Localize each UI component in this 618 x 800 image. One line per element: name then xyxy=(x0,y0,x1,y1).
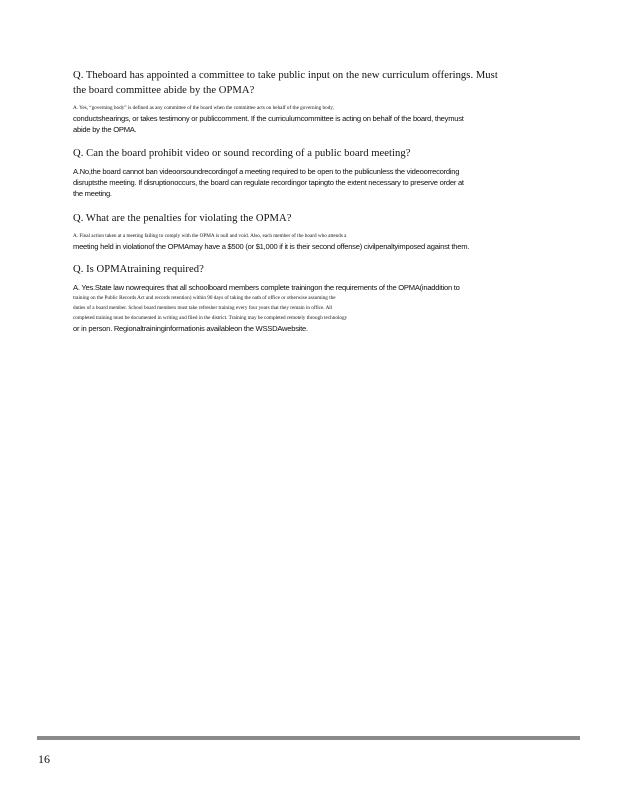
answer-recording xyxy=(73,166,553,199)
answer-training xyxy=(73,282,553,334)
answer-line: A. Final action taken at a meeting failing to comply with the OPMA is null and void. Also, each member of the board who attends a xyxy=(73,233,347,239)
answer-line: duties of a board member. School board members must take refresher training every four years that they remain in office. All xyxy=(73,305,333,311)
answer-line: completed training must be documented in writing and filed in the district. Training may be completed remotely through technology xyxy=(73,315,348,321)
answer-line: abide by the OPMA. xyxy=(73,125,137,134)
faq-item-recording xyxy=(73,146,553,199)
question-line: Q. What are the penalties for violating the OPMA? xyxy=(73,213,292,224)
question-line: Q. Can the board prohibit video or sound recording of a public board meeting? xyxy=(73,148,411,159)
answer-committee xyxy=(73,103,553,135)
faq-content xyxy=(73,68,553,334)
question-recording xyxy=(73,146,553,161)
answer-line: the meeting. xyxy=(73,189,112,198)
answer-line: conductshearings, or takes testimony or publiccomment. If the curriculumcommittee is acting on behalf of the board, theymust xyxy=(73,114,464,123)
question-penalties xyxy=(73,211,553,226)
question-committee xyxy=(73,68,553,98)
answer-line: disruptsthe meeting. If disruptionoccurs, the board can regulate recordingor tapingto the extent necessary to preserve order at xyxy=(73,178,464,187)
answer-line: training on the Public Records Act and records retention) within 90 days of taking the oath of office or otherwise assuming the xyxy=(73,295,336,301)
faq-item-training xyxy=(73,262,553,334)
footer-divider xyxy=(37,736,580,740)
answer-line: A. Yes, “governing body” is defined as any committee of the board when the committee acts on behalf of the governing body, xyxy=(73,105,334,111)
answer-line: or in person. Regionaltraininginformationis availableon the WSSDAwebsite. xyxy=(73,324,308,333)
answer-line: meeting held in violationof the OPMAmay have a $500 (or $1,000 if it is their second offense) civilpenaltyimposed against them. xyxy=(73,242,470,251)
faq-item-committee xyxy=(73,68,553,135)
question-line: Q. Theboard has appointed a committee to take public input on the new curriculum offerings. Must xyxy=(73,70,498,81)
answer-penalties xyxy=(73,231,553,252)
question-training xyxy=(73,262,553,277)
answer-line: A. Yes.State law nowrequires that all schoolboard members complete trainingon the requirements of the OPMA(inaddition to xyxy=(73,283,460,292)
page-number: 16 xyxy=(38,752,50,766)
faq-item-penalties xyxy=(73,211,553,252)
question-line: Q. Is OPMAtraining required? xyxy=(73,264,204,275)
question-line: the board committee abide by the OPMA? xyxy=(73,85,255,96)
answer-line: A.No,the board cannot ban videoorsoundrecordingof a meeting required to be open to the publicunless the videoorrecording xyxy=(73,167,460,176)
